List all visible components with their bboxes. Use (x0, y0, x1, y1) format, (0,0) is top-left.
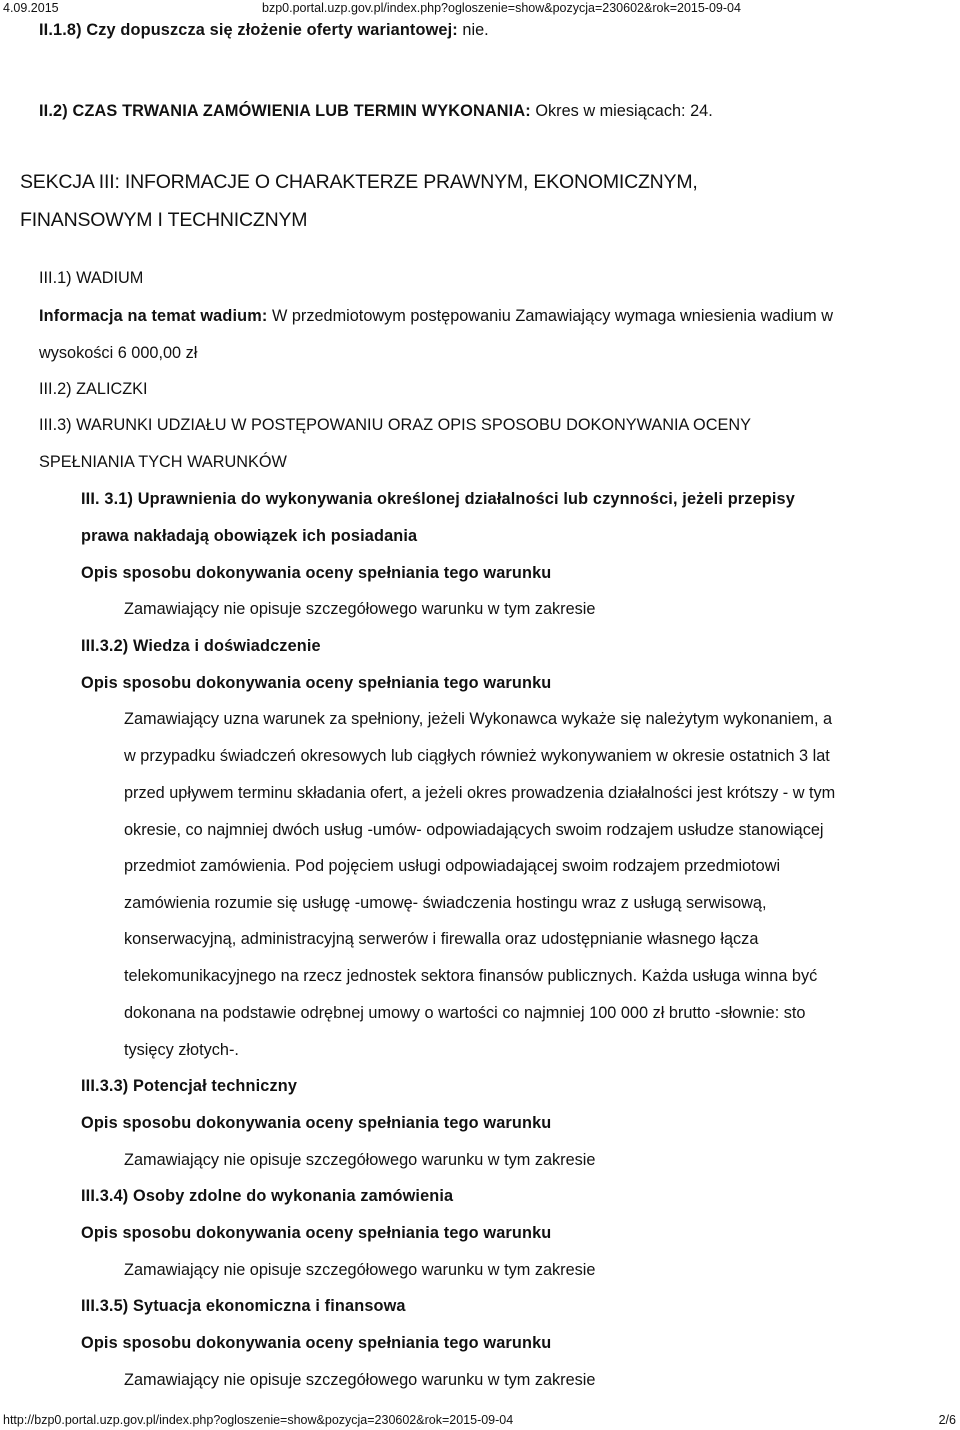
section-title: SEKCJA III: INFORMACJE O CHARAKTERZE PRAWNYM, EKONOMICZNYM, (20, 171, 698, 193)
heading-uprawnienia: III. 3.1) Uprawnienia do wykonywania określonej działalności lub czynności, jeżeli przepisy (81, 490, 795, 508)
assessment-label: Opis sposobu dokonywania oceny spełniania tego warunku (81, 1334, 552, 1352)
heading-wiedza: III.3.2) Wiedza i doświadczenie (81, 637, 321, 655)
assessment-text: okresie, co najmniej dwóch usług -umów- odpowiadających swoim rodzajem usłudze stanowiącej (124, 821, 824, 839)
field-label: II.1.8) Czy dopuszcza się złożenie oferty wariantowej: (39, 21, 458, 39)
field-value: W przedmiotowym postępowaniu Zamawiający wymaga wniesienia wadium w (271, 307, 833, 325)
assessment-text: dokonana na podstawie odrębnej umowy o wartości co najmniej 100 000 zł brutto -słownie: sto (124, 1004, 806, 1022)
heading-osoby: III.3.4) Osoby zdolne do wykonania zamówienia (81, 1187, 454, 1205)
field-label: II.2) CZAS TRWANIA ZAMÓWIENIA LUB TERMIN WYKONANIA: (39, 102, 531, 120)
field-label: Informacja na temat wadium: (39, 307, 268, 325)
assessment-text: Zamawiający nie opisuje szczegółowego warunku w tym zakresie (124, 1261, 596, 1279)
heading-zaliczki: III.2) ZALICZKI (39, 380, 148, 398)
assessment-text: telekomunikacyjnego na rzecz jednostek sektora finansów publicznych. Każda usługa winna być (124, 967, 818, 985)
assessment-text: konserwacyjną, administracyjną serwerów i firewalla oraz udostępnianie własnego łącza (124, 930, 759, 948)
heading-potencjal: III.3.3) Potencjał techniczny (81, 1077, 298, 1095)
assessment-text: tysięcy złotych-. (124, 1041, 239, 1059)
assessment-text: w przypadku świadczeń okresowych lub ciągłych również wykonywaniem w okresie ostatnich 3 lat (124, 747, 830, 765)
footer-url: http://bzp0.portal.uzp.gov.pl/index.php?ogloszenie=show&pozycja=230602&rok=2015-09-04 (3, 1413, 514, 1427)
page-number: 2/6 (938, 1413, 956, 1427)
field-value: nie. (462, 21, 489, 39)
heading-sytuacja: III.3.5) Sytuacja ekonomiczna i finansowa (81, 1297, 406, 1315)
assessment-text: przed upływem terminu składania ofert, a jeżeli okres prowadzenia działalności jest krótszy - w tym (124, 784, 836, 802)
print-url: bzp0.portal.uzp.gov.pl/index.php?ogloszenie=show&pozycja=230602&rok=2015-09-04 (262, 1, 741, 15)
wadium-info-continued: wysokości 6 000,00 zł (39, 344, 198, 362)
assessment-label: Opis sposobu dokonywania oceny spełniania tego warunku (81, 1114, 552, 1132)
assessment-label: Opis sposobu dokonywania oceny spełniania tego warunku (81, 674, 552, 692)
print-header (0, 0, 960, 16)
assessment-text: Zamawiający nie opisuje szczegółowego warunku w tym zakresie (124, 600, 596, 618)
print-date: 4.09.2015 (3, 1, 59, 15)
heading-warunki-continued: SPEŁNIANIA TYCH WARUNKÓW (39, 453, 287, 471)
assessment-text: zamówienia rozumie się usługę -umowę- świadczenia hostingu wraz z usługą serwisową, (124, 894, 767, 912)
heading-uprawnienia-continued: prawa nakładają obowiązek ich posiadania (81, 527, 418, 545)
section-title-continued: FINANSOWYM I TECHNICZNYM (20, 209, 308, 231)
print-footer (0, 1412, 960, 1428)
heading-warunki: III.3) WARUNKI UDZIAŁU W POSTĘPOWANIU ORAZ OPIS SPOSOBU DOKONYWANIA OCENY (39, 416, 751, 434)
field-value: Okres w miesiącach: 24. (535, 102, 713, 120)
assessment-label: Opis sposobu dokonywania oceny spełniania tego warunku (81, 1224, 552, 1242)
assessment-text: Zamawiający nie opisuje szczegółowego warunku w tym zakresie (124, 1371, 596, 1389)
wadium-info-line (39, 306, 833, 326)
assessment-text: przedmiot zamówienia. Pod pojęciem usługi odpowiadającej swoim rodzajem przedmiotowi (124, 857, 781, 875)
assessment-label: Opis sposobu dokonywania oceny spełniania tego warunku (81, 564, 552, 582)
assessment-text: Zamawiający nie opisuje szczegółowego warunku w tym zakresie (124, 1151, 596, 1169)
duration-line (39, 101, 713, 121)
heading-wadium: III.1) WADIUM (39, 269, 144, 287)
variant-offer-line (39, 20, 489, 40)
assessment-text: Zamawiający uzna warunek za spełniony, jeżeli Wykonawca wykaże się należytym wykonaniem, a (124, 710, 833, 728)
